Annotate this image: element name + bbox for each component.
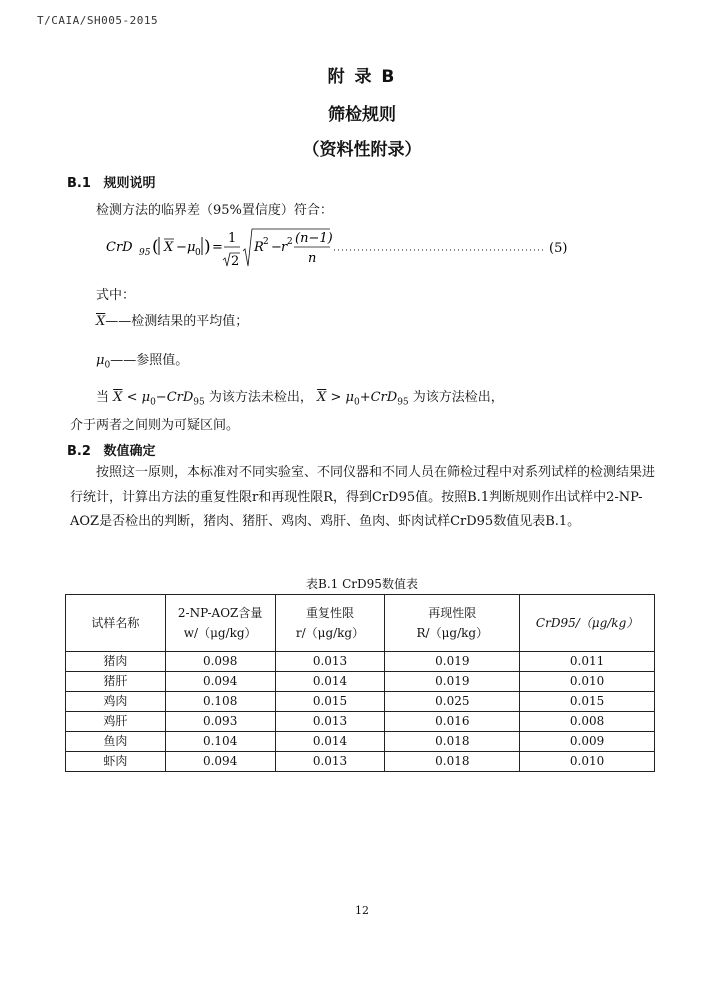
table-row bbox=[66, 672, 655, 692]
rule-not-detected: 为该方法未检出 bbox=[208, 390, 300, 405]
section-title: 规则说明 bbox=[103, 176, 156, 191]
definition-mu0 bbox=[96, 349, 188, 371]
rule-xbar-2: $\overline{X}$ bbox=[317, 390, 327, 405]
cell-content: 0.104 bbox=[165, 732, 275, 752]
cell-reproducibility: 0.019 bbox=[385, 652, 520, 672]
formula-lhs-sub: 95 bbox=[139, 248, 151, 258]
formula-sqrt2: 2 bbox=[231, 254, 240, 269]
table-row bbox=[66, 712, 655, 732]
table-row bbox=[66, 692, 655, 712]
formula-minus: − bbox=[176, 240, 187, 255]
rule-lt: < bbox=[126, 390, 138, 405]
cell-sample: 鱼肉 bbox=[66, 732, 166, 752]
formula-minus2: − bbox=[271, 240, 282, 255]
cell-sample: 猪肝 bbox=[66, 672, 166, 692]
section-title: 数值确定 bbox=[103, 444, 156, 459]
table-row bbox=[66, 732, 655, 752]
cell-reproducibility: 0.018 bbox=[385, 752, 520, 772]
header-reproducibility: 再现性限 R/（μg/kg） bbox=[385, 595, 520, 652]
definition-xbar-text: ——检测结果的平均值； bbox=[105, 314, 249, 329]
formula-equation-number: (5) bbox=[549, 241, 568, 256]
table-caption: 表B.1 CrD95数值表 bbox=[306, 577, 418, 591]
table-row bbox=[66, 652, 655, 672]
formula-n-minus-1: (n−1) bbox=[295, 231, 333, 246]
cell-repeatability: 0.013 bbox=[275, 712, 385, 732]
formula-R: R bbox=[254, 240, 264, 255]
rule-crd-2: CrD bbox=[370, 390, 398, 405]
cell-crd95: 0.010 bbox=[520, 672, 655, 692]
formula-crd95 bbox=[106, 226, 576, 272]
section-heading-b1 bbox=[67, 172, 156, 191]
header-crd95: CrD95/（μg/kg） bbox=[520, 595, 655, 652]
rule-mu-2: μ bbox=[345, 390, 354, 405]
table-header-row bbox=[66, 595, 655, 652]
cell-content: 0.098 bbox=[165, 652, 275, 672]
cell-reproducibility: 0.025 bbox=[385, 692, 520, 712]
cell-content: 0.094 bbox=[165, 752, 275, 772]
formula-lhs: CrD bbox=[106, 240, 133, 255]
rule-gt: > bbox=[330, 390, 342, 405]
cell-repeatability: 0.015 bbox=[275, 692, 385, 712]
cell-crd95: 0.010 bbox=[520, 752, 655, 772]
formula-equals: = bbox=[212, 240, 223, 255]
annex-type: （资料性附录） bbox=[302, 140, 422, 160]
page-number: 12 bbox=[355, 904, 369, 917]
rule-xbar-1: $\overline{X}$ bbox=[113, 390, 123, 405]
cell-reproducibility: 0.016 bbox=[385, 712, 520, 732]
formula-n: n bbox=[308, 251, 317, 266]
symbol-mu-sub: 0 bbox=[104, 360, 111, 371]
rule-mu-sub-1: 0 bbox=[150, 397, 156, 408]
section-heading-b2 bbox=[67, 440, 156, 459]
cell-reproducibility: 0.018 bbox=[385, 732, 520, 752]
rule-crd-sub-1: 95 bbox=[193, 397, 205, 408]
rule-line: 当 $\overline{X} < \mu_0-CrD_{95}$ 为该方法未检出， $\overline{X} > \mu_0+CrD_{95}$ 为该方法检出， bbox=[96, 390, 504, 408]
formula-r-exp: 2 bbox=[287, 237, 293, 247]
header-repeatability: 重复性限 r/（μg/kg） bbox=[275, 595, 385, 652]
annex-subtitle: 筛检规则 bbox=[328, 105, 396, 125]
rule-plus: + bbox=[359, 390, 371, 405]
formula-mu-sub: 0 bbox=[195, 248, 201, 258]
cell-repeatability: 0.013 bbox=[275, 752, 385, 772]
cell-sample: 虾肉 bbox=[66, 752, 166, 772]
header-content: 2-NP-AOZ含量 w/（μg/kg） bbox=[165, 595, 275, 652]
formula-r: r bbox=[281, 240, 288, 255]
formula-mu: μ bbox=[187, 240, 196, 255]
formula-xbar: X bbox=[164, 240, 174, 255]
formula-intro: 检测方法的临界差（95%置信度）符合： bbox=[96, 203, 333, 218]
cell-reproducibility: 0.019 bbox=[385, 672, 520, 692]
formula-paren-close: ) bbox=[204, 237, 211, 257]
header-sample: 试样名称 bbox=[66, 595, 166, 652]
cell-crd95: 0.008 bbox=[520, 712, 655, 732]
cell-repeatability: 0.013 bbox=[275, 652, 385, 672]
cell-sample: 鸡肉 bbox=[66, 692, 166, 712]
rule-detected: 为该方法检出 bbox=[412, 390, 491, 405]
definition-mu0-text: ——参照值。 bbox=[110, 353, 189, 368]
formula-numerator-one: 1 bbox=[228, 231, 237, 246]
rule-mu-1: μ bbox=[141, 390, 151, 405]
rule-crd-1: CrD bbox=[166, 390, 194, 405]
cell-crd95: 0.011 bbox=[520, 652, 655, 672]
cell-sample: 猪肉 bbox=[66, 652, 166, 672]
where-label: 式中： bbox=[96, 288, 136, 303]
definition-xbar bbox=[96, 310, 248, 329]
formula-R-exp: 2 bbox=[263, 237, 269, 247]
rule-mu-sub-2: 0 bbox=[353, 397, 360, 408]
cell-content: 0.093 bbox=[165, 712, 275, 732]
symbol-xbar: $\overline{X}$ bbox=[96, 314, 106, 329]
cell-repeatability: 0.014 bbox=[275, 732, 385, 752]
section2-paragraph: 按照这一原则，本标准对不同实验室、不同仪器和不同人员在筛检过程中对系列试样的检测结果进行统计，计算出方法的重复性限r和再现性限R，得到CrD95值。按照B.1判断规则作出试样中2-NP-AOZ是否检出的判断，猪肉、猪肝、鸡肉、鸡肝、鱼肉、虾肉试样CrD95数值见表B.1。 bbox=[70, 465, 656, 529]
section-number: B.1 bbox=[67, 176, 91, 191]
formula-paren-open: ( bbox=[152, 237, 159, 257]
cell-crd95: 0.015 bbox=[520, 692, 655, 712]
rule-crd-sub-2: 95 bbox=[397, 397, 409, 408]
cell-repeatability: 0.014 bbox=[275, 672, 385, 692]
rule-minus: − bbox=[155, 390, 167, 405]
cell-content: 0.094 bbox=[165, 672, 275, 692]
document-code: T/CAIA/SH005-2015 bbox=[37, 14, 159, 27]
cell-content: 0.108 bbox=[165, 692, 275, 712]
rule-prefix: 当 bbox=[96, 390, 110, 405]
rule-between: 介于两者之间则为可疑区间。 bbox=[70, 418, 240, 433]
cell-sample: 鸡肝 bbox=[66, 712, 166, 732]
section-number: B.2 bbox=[67, 444, 91, 459]
crd95-table bbox=[65, 594, 655, 772]
annex-title: 附 录 B bbox=[327, 67, 397, 87]
table-row bbox=[66, 752, 655, 772]
cell-crd95: 0.009 bbox=[520, 732, 655, 752]
symbol-mu: μ bbox=[96, 353, 105, 368]
